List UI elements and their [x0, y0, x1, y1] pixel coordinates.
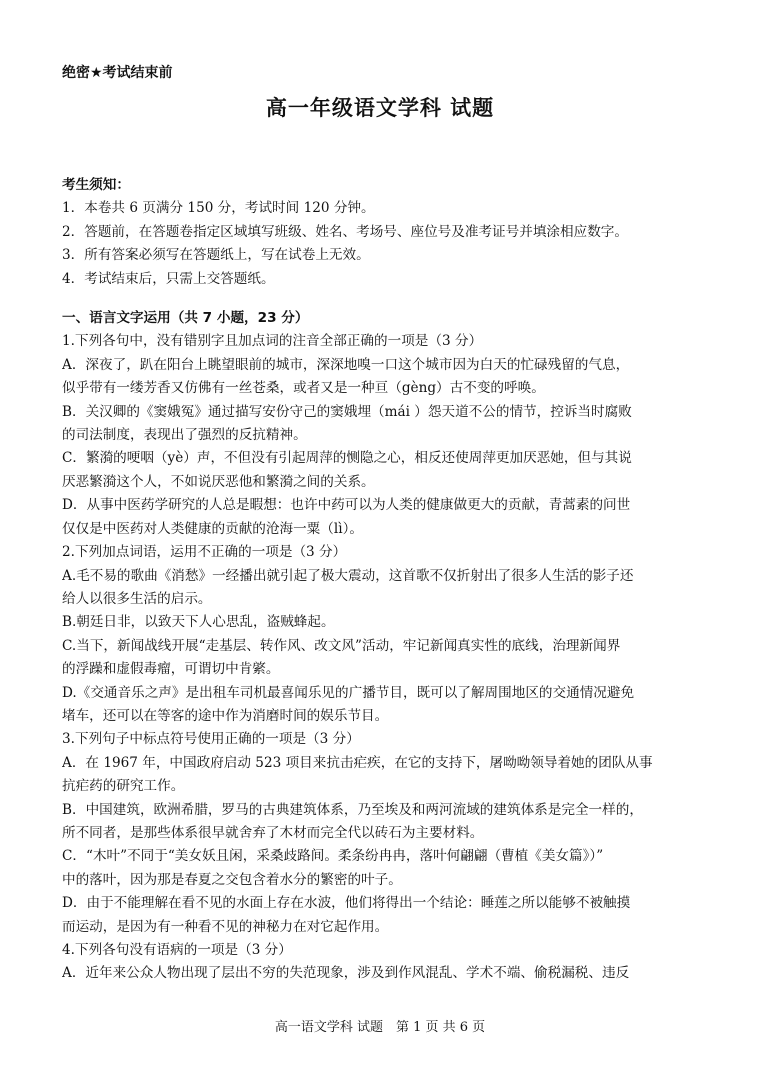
- q1-stem: 1.下列各句中，没有错别字且加点词的注音全部正确的一项是（3 分）: [62, 333, 483, 350]
- q4-option-a-line-1: A．近年来公众人物出现了层出不穷的失范现象，涉及到作风混乱、学术不端、偷税漏税、违反: [62, 965, 630, 982]
- confidential-mark: 绝密★考试结束前: [62, 65, 173, 81]
- q1-option-c-line-1: C．繁漪的哽咽（yè）声，不但没有引起周萍的恻隐之心，相反还使周萍更加厌恶她，但与其说: [62, 450, 632, 467]
- q3-option-b-line-2: 所不同者，是那些体系很早就舍弃了木材而完全代以砖石为主要材料。: [62, 824, 484, 841]
- q2-stem: 2.下列加点词语，运用不正确的一项是（3 分）: [62, 544, 347, 561]
- exam-body: [62, 174, 702, 986]
- q2-option-a-line-2: 给人以很多生活的启示。: [62, 590, 212, 607]
- q3-option-d-line-2: 而运动，是因为有一种看不见的神秘力在对它起作用。: [62, 918, 389, 935]
- q1-option-b-line-1: B．关汉卿的《窦娥冤》通过描写安份守己的窦娥埋（mái ）怨天道不公的情节，控诉当时腐败: [62, 403, 632, 420]
- q2-option-c-line-1: C.当下，新闻战线开展“走基层、转作风、改文风”活动，牢记新闻真实性的底线，治理新闻界: [62, 637, 621, 654]
- q1-option-c-line-2: 厌恶繁漪这个人，不如说厌恶他和繁漪之间的关系。: [62, 473, 375, 490]
- q4-stem: 4.下列各句没有语病的一项是（3 分）: [62, 942, 292, 958]
- q1-option-a-line-1: A．深夜了，趴在阳台上眺望眼前的城市，深深地嗅一口这个城市因为白天的忙碌残留的气息，: [62, 356, 630, 373]
- q3-option-a-line-2: 抗疟药的研究工作。: [62, 778, 185, 795]
- q3-option-b-line-1: B．中国建筑，欧洲希腊，罗马的古典建筑体系，乃至埃及和两河流域的建筑体系是完全一样的，: [62, 801, 643, 818]
- notice-item-3: 3．所有答案必须写在答题纸上，写在试卷上无效。: [62, 247, 370, 264]
- q2-option-c-line-2: 的浮躁和虚假毒瘤，可谓切中肯綮。: [62, 661, 280, 678]
- q1-option-b-line-2: 的司法制度，表现出了强烈的反抗精神。: [62, 427, 307, 444]
- q3-option-d-line-1: D．由于不能理解在看不见的水面上存在水波，他们将得出一个结论：睡莲之所以能够不被触摸: [62, 895, 631, 912]
- q1-option-a-line-2: 似乎带有一缕芳香又仿佛有一丝苍桑，或者又是一种亘（gèng）古不变的呼唤。: [62, 380, 545, 397]
- q2-option-a-line-1: A.毛不易的歌曲《消愁》一经播出就引起了极大震动，这首歌不仅折射出了很多人生活的影子还: [62, 567, 634, 584]
- notice-heading: 考生须知：: [62, 177, 130, 193]
- q3-stem: 3.下列句子中标点符号使用正确的一项是（3 分）: [62, 731, 360, 748]
- page-title: 高一年级语文学科 试题: [265, 96, 495, 120]
- q3-option-c-line-1: C．“木叶”不同于“美女妖且闲，采桑歧路间。柔条纷冉冉，落叶何翩翩（曹植《美女篇》）”: [62, 848, 604, 865]
- notice-item-2: 2．答题前，在答题卷指定区域填写班级、姓名、考场号、座位号及准考证号并填涂相应数字。: [62, 223, 628, 240]
- section-heading: 一、语言文字运用（共 7 小题，23 分）: [62, 310, 309, 327]
- q1-option-d-line-1: D．从事中医药学研究的人总是暇想：也许中药可以为人类的健康做更大的贡献，青蒿素的问世: [62, 497, 631, 514]
- q3-option-a-line-1: A．在 1967 年，中国政府启动 523 项目来抗击疟疾，在它的支持下，屠呦呦领导着她的团队从事: [62, 754, 653, 771]
- page-footer: 高一语文学科 试题 第 1 页 共 6 页: [274, 1020, 486, 1035]
- q2-option-d-line-2: 堵车，还可以在等客的途中作为消磨时间的娱乐节目。: [62, 707, 389, 724]
- q2-option-b-line-1: B.朝廷日非，以致天下人心思乱，盗贼蜂起。: [62, 614, 335, 631]
- q2-option-d-line-1: D.《交通音乐之声》是出租车司机最喜闻乐见的广播节目，既可以了解周围地区的交通情况避免: [62, 684, 635, 701]
- notice-item-1: 1．本卷共 6 页满分 150 分，考试时间 120 分钟。: [62, 200, 375, 217]
- notice-item-4: 4．考试结束后，只需上交答题纸。: [62, 270, 275, 287]
- q3-option-c-line-2: 中的落叶，因为那是春夏之交包含着水分的繁密的叶子。: [62, 871, 402, 888]
- q1-option-d-line-2: 仅仅是中医药对人类健康的贡献的沧海一粟（lì）。: [62, 520, 363, 537]
